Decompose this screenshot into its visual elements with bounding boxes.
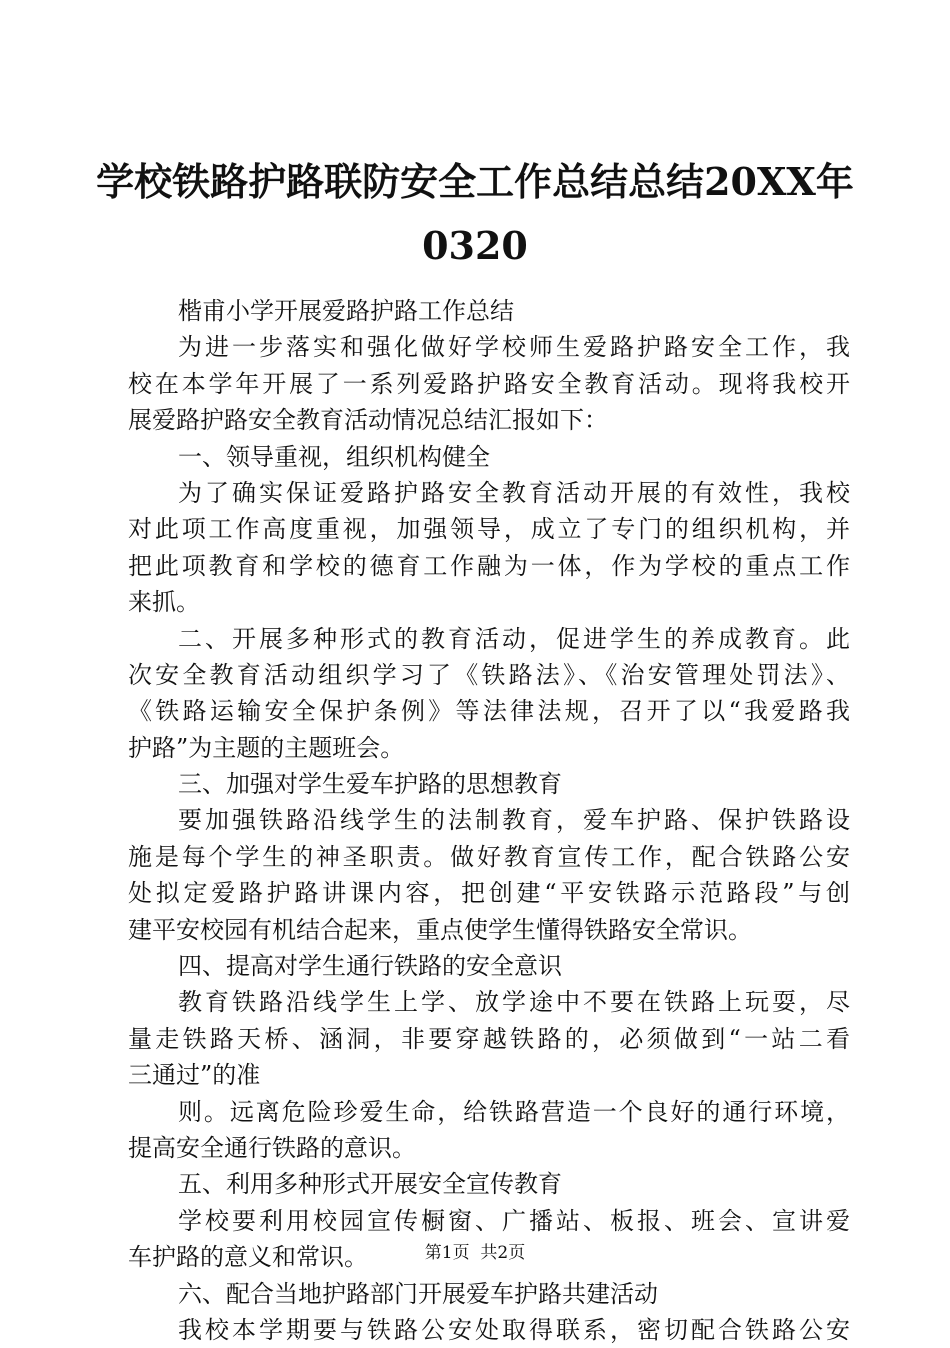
paragraph-line: 三通过”的准 <box>128 1061 261 1090</box>
paragraph-line: 为了确实保证爱路护路安全教育活动开展的有效性，我校 <box>178 478 850 507</box>
paragraph-line: 则。远离危险珍爱生命，给铁路营造一个良好的通行环境， <box>178 1097 850 1126</box>
paragraph-line: 校在本学年开展了一系列爱路护路安全教育活动。现将我校开 <box>128 369 850 398</box>
document-body <box>128 293 850 1348</box>
paragraph-line: 护路”为主题的主题班会。 <box>128 733 405 762</box>
paragraph-line: 展爱路护路安全教育活动情况总结汇报如下： <box>128 406 608 435</box>
document-title-line-2: 0320 <box>422 223 528 268</box>
paragraph-line: 把此项教育和学校的德育工作融为一体，作为学校的重点工作 <box>128 551 850 580</box>
paragraph-line: 对此项工作高度重视，加强领导，成立了专门的组织机构，并 <box>128 515 850 544</box>
section-heading: 四、提高对学生通行铁路的安全意识 <box>178 952 562 981</box>
paragraph-line: 车护路的意义和常识。 <box>128 1243 368 1272</box>
paragraph-line: 处拟定爱路护路讲课内容，把创建“平安铁路示范路段”与创 <box>128 879 850 908</box>
page-number-footer: 第1页 共2页 <box>424 1243 526 1263</box>
paragraph-line: 次安全教育活动组织学习了《铁路法》、《治安管理处罚法》、 <box>128 660 850 689</box>
paragraph-line: 学校要利用校园宣传橱窗、广播站、板报、班会、宣讲爱 <box>178 1206 850 1235</box>
paragraph-line: 来抓。 <box>128 588 200 617</box>
document-title-line-1: 学校铁路护路联防安全工作总结总结20XX年 <box>96 159 854 204</box>
paragraph-line: 为进一步落实和强化做好学校师生爱路护路安全工作，我 <box>178 333 850 362</box>
section-heading: 一、领导重视，组织机构健全 <box>178 442 490 471</box>
paragraph-line: 我校本学期要与铁路公安处取得联系，密切配合铁路公安 <box>178 1315 850 1344</box>
paragraph-line: 建平安校园有机结合起来，重点使学生懂得铁路安全常识。 <box>128 915 752 944</box>
paragraph-line: 提高安全通行铁路的意识。 <box>128 1133 416 1162</box>
section-heading: 五、利用多种形式开展安全宣传教育 <box>178 1170 562 1199</box>
paragraph-line: 教育铁路沿线学生上学、放学途中不要在铁路上玩耍，尽 <box>178 988 850 1017</box>
paragraph-line: 施是每个学生的神圣职责。做好教育宣传工作，配合铁路公安 <box>128 842 850 871</box>
section-heading: 六、配合当地护路部门开展爱车护路共建活动 <box>178 1279 658 1308</box>
paragraph-line: 二、开展多种形式的教育活动，促进学生的养成教育。此 <box>178 624 850 653</box>
section-heading: 三、加强对学生爱车护路的思想教育 <box>178 770 562 799</box>
paragraph-line: 楷甫小学开展爱路护路工作总结 <box>178 297 514 325</box>
paragraph-line: 《铁路运输安全保护条例》等法律法规，召开了以“我爱路我 <box>128 697 850 726</box>
paragraph-line: 量走铁路天桥、涵洞，非要穿越铁路的，必须做到“一站二看 <box>128 1024 850 1053</box>
paragraph-line: 要加强铁路沿线学生的法制教育，爱车护路、保护铁路设 <box>178 806 850 835</box>
